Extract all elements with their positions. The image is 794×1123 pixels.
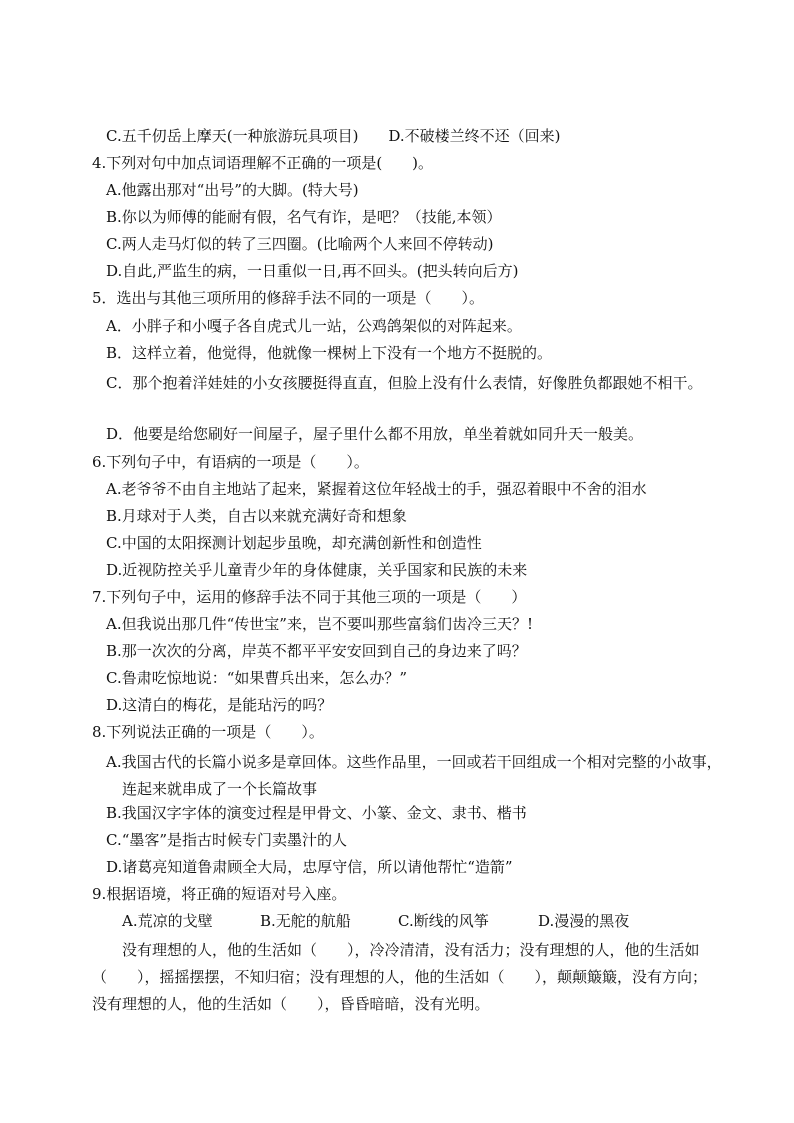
- q7-option-a: A.但我说出那几件“传世宝”来，岂不要叫那些富翁们齿冷三天？!: [106, 615, 533, 633]
- q4-option-a: A.他露出那对“出号”的大脚。(特大号): [106, 181, 359, 199]
- q6-option-a: A.老爷爷不由自主地站了起来，紧握着这位年轻战士的手，强忍着眼中不舍的泪水: [106, 480, 647, 498]
- q5-stem: 5．选出与其他三项所用的修辞手法不同的一项是（ ）。: [92, 289, 485, 307]
- q6-option-d: D.近视防控关乎儿童青少年的身体健康，关乎国家和民族的未来: [106, 561, 528, 579]
- q5-option-a: A．小胖子和小嘎子各自虎式儿一站，公鸡鸽架似的对阵起来。: [106, 317, 522, 335]
- q4-option-b: B.你以为师傅的能耐有假，名气有诈，是吧？（技能,本领）: [106, 208, 502, 226]
- q6-stem: 6.下列句子中，有语病的一项是（ ）。: [92, 453, 369, 471]
- q5-option-d: D．他要是给您刷好一间屋子，屋子里什么都不用放，单坐着就如同升天一般美。: [106, 425, 644, 443]
- q8-option-a: A.我国古代的长篇小说多是章回体。这些作品里，一回或若干回组成一个相对完整的小故事，连起来就串成了一个长篇故事: [106, 753, 722, 798]
- q9-option-c: C.断线的风筝: [398, 912, 489, 930]
- q7-option-b: B.那一次次的分离，岸英不都平平安安回到自己的身边来了吗？: [106, 642, 527, 660]
- q9-options: [122, 911, 629, 931]
- q8-option-c: C.“墨客”是指古时候专门卖墨汁的人: [106, 831, 348, 849]
- q9-passage: 没有理想的人，他的生活如（ ），冷冷清清，没有活力；没有理想的人，他的生活如（ ），摇摇摆摆，不知归宿；没有理想的人，他的生活如（ ），颠颠簸簸，没有方向；没有理想的人，他的生活如（ ），昏昏暗暗，没有光明。: [92, 941, 708, 1013]
- q4-option-d: D.自此,严监生的病，一日重似一日,再不回头。(把头转向后方): [106, 262, 519, 280]
- q3-options-cd: C.五千仞岳上摩天(一种旅游玩具项目) D.不破楼兰终不还（回来): [106, 127, 561, 145]
- q5-option-b: B．这样立着，他觉得，他就像一棵树上下没有一个地方不挺脱的。: [106, 344, 553, 362]
- q5-option-c: C．那个抱着洋娃娃的小女孩腰挺得直直，但脸上没有什么表情，好像胜负都跟她不相干。: [106, 374, 703, 392]
- q7-option-d: D.这清白的梅花，是能玷污的吗？: [106, 696, 333, 714]
- q8-option-d: D.诸葛亮知道鲁肃顾全大局，忠厚守信，所以请他帮忙“造箭”: [106, 858, 513, 876]
- q6-option-c: C.中国的太阳探测计划起步虽晚，却充满创新性和创造性: [106, 534, 482, 552]
- q4-option-c: C.两人走马灯似的转了三四圈。(比喻两个人来回不停转动): [106, 235, 494, 253]
- q9-option-b: B.无舵的航船: [260, 912, 351, 930]
- q9-stem: 9.根据语境，将正确的短语对号入座。: [92, 885, 347, 903]
- q4-stem: 4.下列对句中加点词语理解不正确的一项是( )。: [92, 154, 434, 172]
- q8-stem: 8.下列说法正确的一项是（ ）。: [92, 723, 324, 741]
- q9-option-a: A.荒凉的戈壁: [122, 912, 213, 930]
- q6-option-b: B.月球对于人类，自古以来就充满好奇和想象: [106, 507, 407, 525]
- q8-option-b: B.我国汉字字体的演变过程是甲骨文、小篆、金文、隶书、楷书: [106, 804, 527, 822]
- q7-option-c: C.鲁肃吃惊地说：“如果曹兵出来，怎么办？”: [106, 669, 408, 687]
- q9-option-d: D.漫漫的黑夜: [538, 912, 630, 930]
- q7-stem: 7.下列句子中，运用的修辞手法不同于其他三项的一项是（ ）: [92, 588, 527, 606]
